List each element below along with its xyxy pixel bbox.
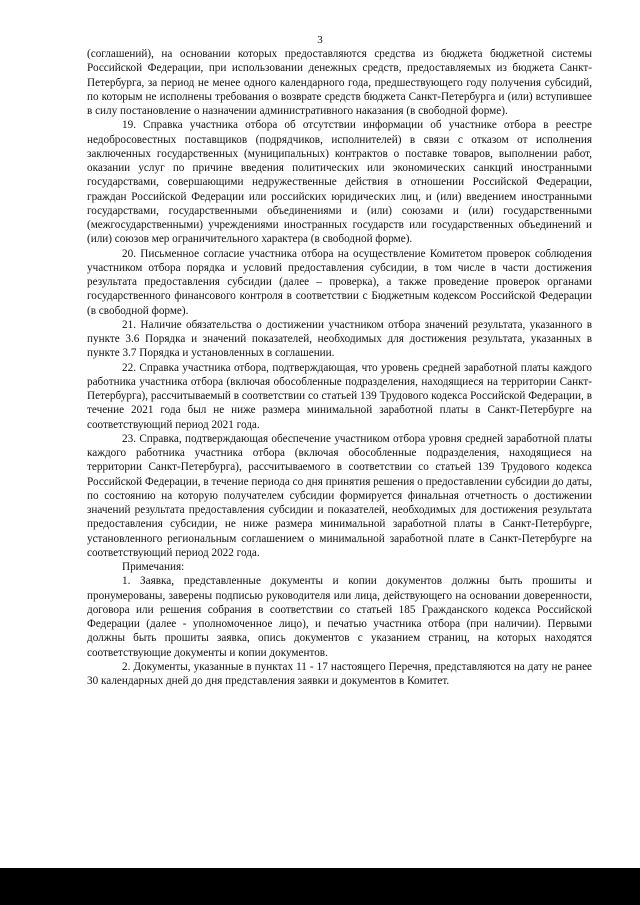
- paragraph-item-20: 20. Письменное согласие участника отбора на осуществление Комитетом проверок соблюдения участником отбора порядка и условий предоставления субсидии, в том числе в части достижения результата предоставления субсидии (далее – проверка), а также проведение проверок органами государственного финансового контроля в соответствии с Бюджетным кодексом Российской Федерации (в свободной форме).: [87, 247, 592, 317]
- paragraph-item-22: 22. Справка участника отбора, подтверждающая, что уровень средней заработной платы каждого работника участника отбора (включая обособленные подразделения, находящиеся на территории Санкт-Петербурга), рассчитываемый в соответствии со статьей 139 Трудового кодекса Российской Федерации, в течение 2021 года был не ниже размера минимальной заработной платы в Санкт-Петербурге на соответствующий период 2021 года.: [87, 361, 592, 431]
- paragraph-item-23: 23. Справка, подтверждающая обеспечение участником отбора уровня средней заработной платы каждого работника участника отбора (включая обособленные подразделения, находящиеся на территории Санкт-Петербурга), рассчитываемого в соответствии со статьей 139 Трудового кодекса Российской Федерации, в течение периода со дня принятия решения о предоставлении субсидии до даты, по состоянию на которую получателем субсидии формируется финальная отчетность о достижении значений результата предоставления субсидии и показателей, необходимых для достижения результата предоставления субсидии, не ниже размера минимальной заработной платы в Санкт-Петербурге, установленного региональным соглашением о минимальной заработной плате в Санкт-Петербурге на соответствующий период 2022 года.: [87, 432, 592, 559]
- note-2: 2. Документы, указанные в пунктах 11 - 17 настоящего Перечня, представляются на дату не ранее 30 календарных дней до дня представления заявки и документов в Комитет.: [87, 660, 592, 687]
- page-number: 3: [317, 34, 323, 46]
- notes-heading: Примечания:: [122, 561, 185, 573]
- paragraph-continuation: (соглашений), на основании которых предоставляются средства из бюджета бюджетной системы Российской Федерации, при использовании денежных средств, предоставляемых из бюджета Санкт-Петербурга, за период не менее одного календарного года, предшествующего году получения субсидий, по которым не исполнены требования о возврате средств бюджета Санкт-Петербурга и (или) вступившее в силу постановление о назначении административного наказания (в свободной форме).: [87, 48, 592, 117]
- paragraph-item-19: 19. Справка участника отбора об отсутствии информации об участнике отбора в реестре недобросовестных поставщиков (подрядчиков, исполнителей) в связи с отказом от исполнения заключенных государственных (муниципальных) контрактов о поставке товаров, выполнении работ, оказании услуг по причине введения политических или экономических санкций иностранными государствами, совершающими недружественные действия в отношении Российской Федерации, граждан Российской Федерации или российских юридических лиц, и (или) введением иностранными государствами, государственными объединениями и (или) союзами и (или) государственными (межгосударственными) учреждениями иностранных государств или государственных объединений и (или) союзов мер ограничительного характера (в свободной форме).: [87, 119, 592, 246]
- note-1: 1. Заявка, представленные документы и копии документов должны быть прошиты и пронумерованы, заверены подписью руководителя или лица, действующего на основании доверенности, договора или решения собрания в соответствии со статьей 185 Гражданского кодекса Российской Федерации (далее - уполномоченное лицо), и печатью участника отбора (при наличии). Первыми должны быть прошиты заявка, опись документов с указанием страниц, на которых находятся соответствующие документы и копии документов.: [87, 575, 592, 659]
- document-body: [87, 47, 592, 688]
- paragraph-item-21: 21. Наличие обязательства о достижении участником отбора значений результата, указанного в пункте 3.6 Порядка и значений показателей, необходимых для достижения результата, указанных в пункте 3.7 Порядка и установленных в соглашении.: [87, 318, 592, 360]
- scan-edge-band: [0, 868, 640, 905]
